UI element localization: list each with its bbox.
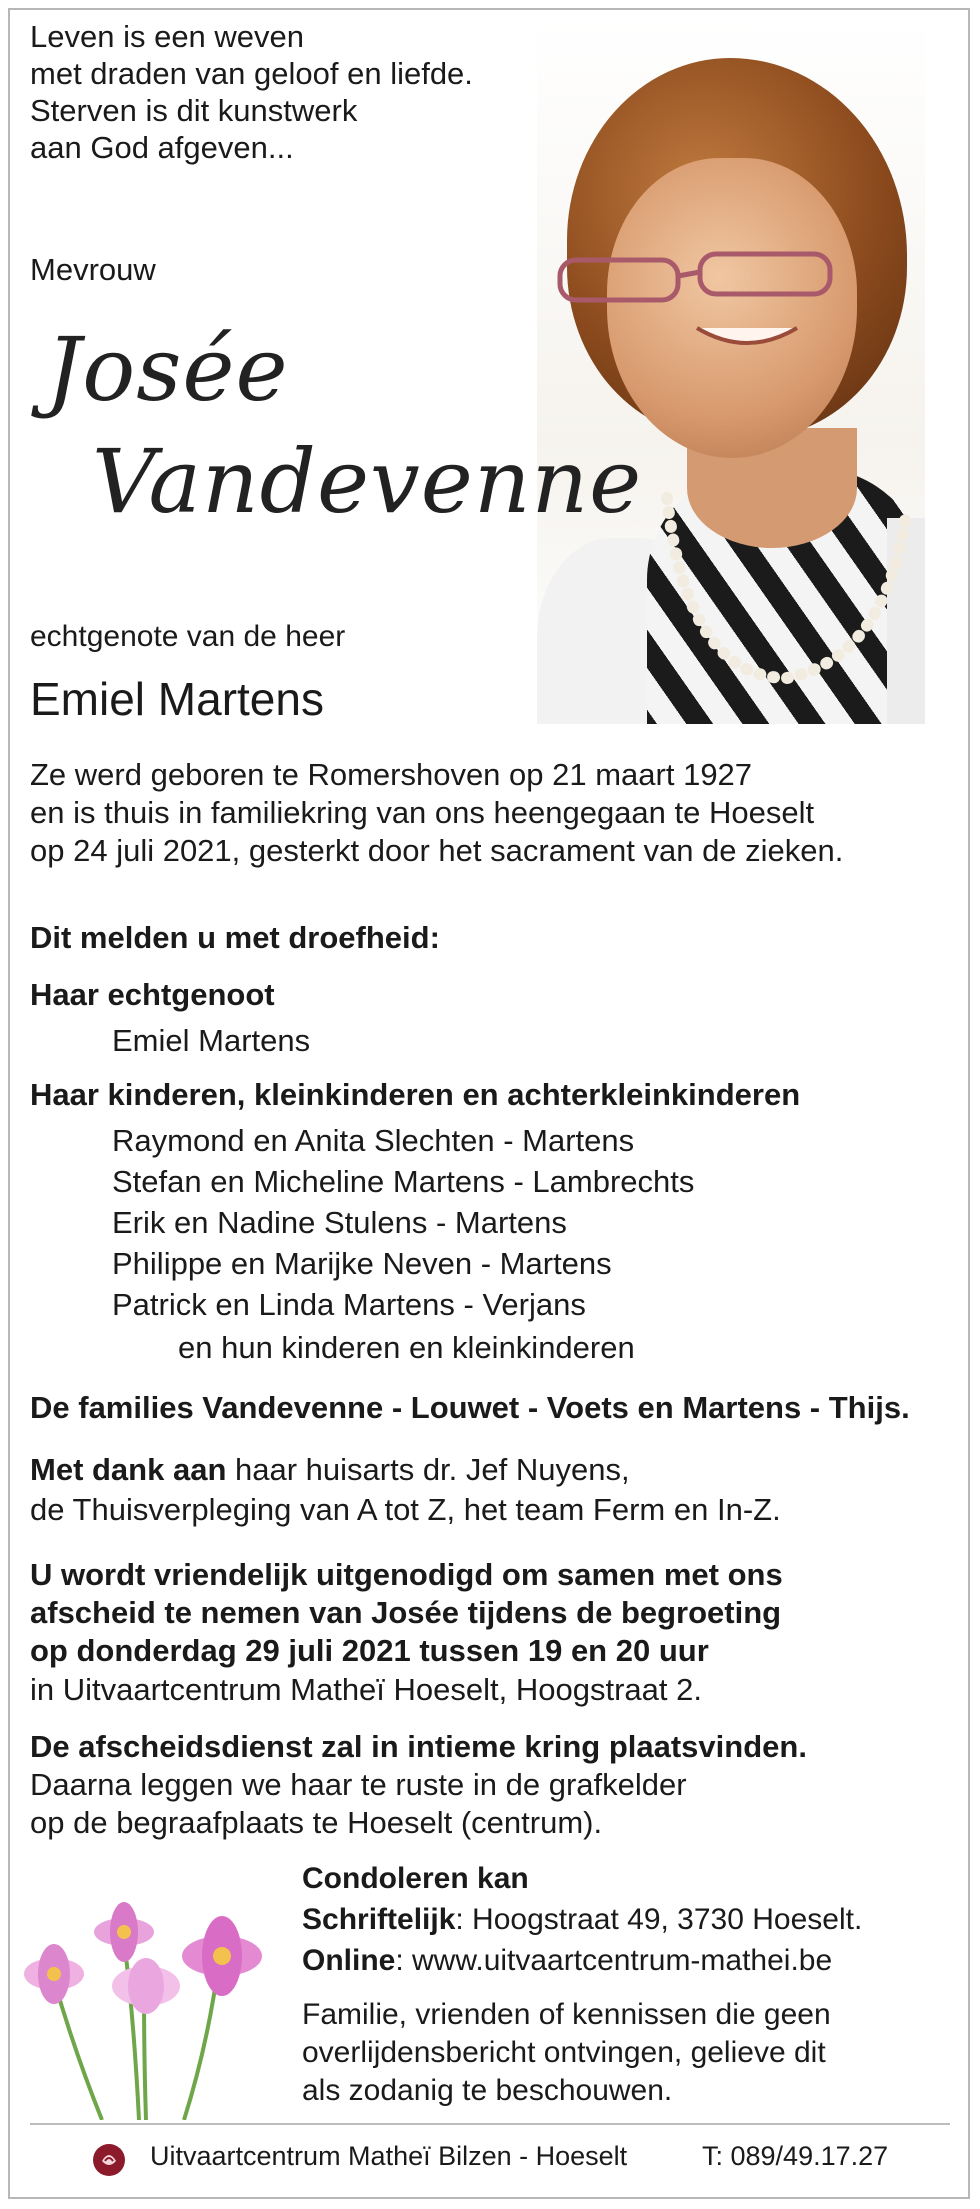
glasses-icon <box>552 246 842 306</box>
child-family: Philippe en Marijke Neven - Martens <box>112 1246 612 1281</box>
first-name: Josée <box>46 318 289 421</box>
service-line: op de begraafplaats te Hoeselt (centrum). <box>30 1805 603 1840</box>
pearl-necklace-icon <box>647 478 925 698</box>
condolence-note: Familie, vrienden of kennissen die geen <box>302 1998 831 2031</box>
condolence-online <box>302 1944 832 1978</box>
last-name: Vandevenne <box>92 430 643 533</box>
flower-2 <box>24 1944 84 2004</box>
husband-heading: Haar echtgenoot <box>30 977 275 1012</box>
thanks-rest: haar huisarts dr. Jef Nuyens, <box>226 1452 630 1487</box>
spouse-intro: echtgenote van de heer <box>30 620 346 653</box>
flower-1 <box>94 1902 154 1962</box>
poem: Leven is een weven met draden van geloof en liefde. Sterven is dit kunstwerk aan God afgeven... <box>30 19 473 165</box>
online-link[interactable]: : www.uitvaartcentrum-mathei.be <box>395 1944 833 1977</box>
invite-place: in Uitvaartcentrum Matheï Hoeselt, Hoogstraat 2. <box>30 1672 702 1707</box>
cosmos-flowers-illustration <box>14 1900 294 2120</box>
title-mevrouw: Mevrouw <box>30 252 156 287</box>
thanks-bold: Met dank aan <box>30 1452 227 1487</box>
condolence-note: overlijdensbericht ontvingen, gelieve dit <box>302 2036 826 2069</box>
online-label: Online <box>302 1944 396 1977</box>
birth-line: en is thuis in familiekring van ons heengegaan te Hoeselt <box>30 795 815 830</box>
smile <box>687 318 807 358</box>
spouse-name: Emiel Martens <box>30 673 324 725</box>
child-family: Patrick en Linda Martens - Verjans <box>112 1287 586 1322</box>
written-value: : Hoogstraat 49, 3730 Hoeselt. <box>455 1903 863 1936</box>
condolence-heading: Condoleren kan <box>302 1862 529 1895</box>
children-heading: Haar kinderen, kleinkinderen en achterkleinkinderen <box>30 1077 801 1112</box>
invite-line: U wordt vriendelijk uitgenodigd om samen met ons <box>30 1557 783 1592</box>
footer-divider <box>30 2123 950 2125</box>
birth-line: Ze werd geboren te Romershoven op 21 maart 1927 <box>30 757 753 792</box>
invite-line: afscheid te nemen van Josée tijdens de begroeting <box>30 1595 782 1630</box>
thanks-line <box>30 1451 630 1489</box>
condolence-written <box>302 1903 862 1937</box>
announce-heading: Dit melden u met droefheid: <box>30 920 440 955</box>
rose-logo-icon <box>92 2143 126 2177</box>
footer-phone: T: 089/49.17.27 <box>702 2141 889 2171</box>
birth-line: op 24 juli 2021, gesterkt door het sacrament van de zieken. <box>30 833 844 868</box>
children-tail: en hun kinderen en kleinkinderen <box>178 1330 635 1365</box>
husband-name: Emiel Martens <box>112 1023 311 1058</box>
service-bold: De afscheidsdienst zal in intieme kring plaatsvinden. <box>30 1729 807 1764</box>
service-line: Daarna leggen we haar te ruste in de grafkelder <box>30 1767 687 1802</box>
families-line: De families Vandevenne - Louwet - Voets en Martens - Thijs. <box>30 1390 910 1425</box>
flower-4 <box>112 1958 180 2014</box>
written-label: Schriftelijk <box>302 1903 456 1936</box>
flower-3 <box>182 1916 262 1996</box>
child-family: Erik en Nadine Stulens - Martens <box>112 1205 567 1240</box>
child-family: Stefan en Micheline Martens - Lambrechts <box>112 1164 695 1199</box>
child-family: Raymond en Anita Slechten - Martens <box>112 1123 635 1158</box>
invite-line: op donderdag 29 juli 2021 tussen 19 en 20 uur <box>30 1633 709 1668</box>
footer-company: Uitvaartcentrum Matheï Bilzen - Hoeselt <box>150 2141 628 2171</box>
thanks-line-2: de Thuisverpleging van A tot Z, het team Ferm en In-Z. <box>30 1492 781 1527</box>
portrait-photo <box>537 18 925 724</box>
face <box>607 158 857 458</box>
condolence-note: als zodanig te beschouwen. <box>302 2074 673 2107</box>
